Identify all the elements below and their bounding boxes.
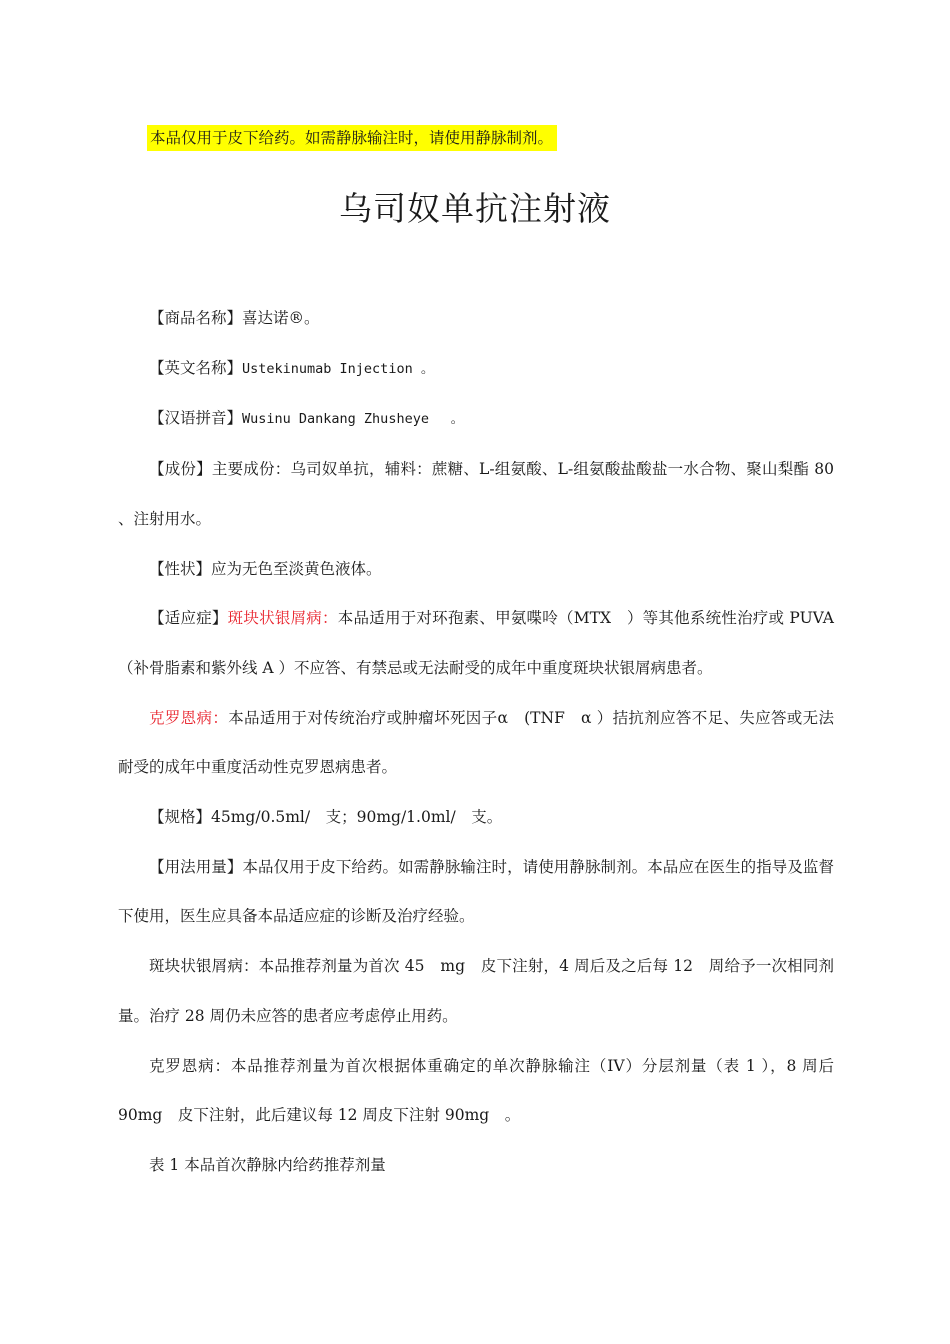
dosage-field — [118, 843, 834, 942]
appearance-field — [118, 545, 834, 595]
specification-field — [118, 793, 834, 843]
appearance-value: 应为无色至淡黄色液体。 — [211, 559, 382, 578]
trade-name-value: 喜达诺®。 — [242, 309, 320, 327]
composition-field — [118, 445, 834, 544]
specification-value: 45mg/0.5ml/ 支；90mg/1.0ml/ 支。 — [211, 808, 503, 827]
trade-name-label: 【商品名称】 — [149, 309, 243, 327]
indications-psoriasis — [118, 594, 834, 693]
indications-crohn — [118, 694, 834, 793]
composition-value: 主要成份：乌司奴单抗，辅料：蔗糖、L-组氨酸、L-组氨酸盐酸盐一水合物、聚山梨酯 80 、注射用水。 — [118, 460, 834, 528]
table-caption: 表 1 本品首次静脉内给药推荐剂量 — [149, 1155, 386, 1174]
appearance-label: 【性状】 — [149, 559, 212, 578]
trade-name-field — [118, 294, 834, 344]
crohn-indication-text: 本品适用于对传统治疗或肿瘤坏死因子α (TNF α ）拮抗剂应答不足、失应答或无法耐受的成年中重度活动性克罗恩病患者。 — [118, 708, 834, 777]
crohn-indication-label: 克罗恩病： — [149, 708, 229, 727]
pinyin-field — [118, 394, 834, 445]
english-name-label: 【英文名称】 — [149, 358, 243, 377]
dosage-label: 【用法用量】 — [149, 857, 243, 876]
english-name-field — [118, 344, 834, 395]
psoriasis-indication-label: 斑块状银屑病： — [227, 609, 338, 628]
dosage-psoriasis: 斑块状银屑病：本品推荐剂量为首次 45 mg 皮下注射，4 周后及之后每 12 周给予一次相同剂量。治疗 28 周仍未应答的患者应考虑停止用药。 — [118, 957, 834, 1025]
dosage-crohn: 克罗恩病：本品推荐剂量为首次根据体重确定的单次静脉输注（IV）分层剂量（表 1 ），8 周后 90mg 皮下注射，此后建议每 12 周皮下注射 90mg 。 — [118, 1056, 834, 1125]
indications-label: 【适应症】 — [149, 609, 228, 628]
english-name-value: Ustekinumab Injection 。 — [242, 360, 435, 377]
pinyin-label: 【汉语拼音】 — [149, 409, 243, 428]
document-title: 乌司奴单抗注射液 — [339, 189, 611, 228]
pinyin-value: Wusinu Dankang Zhusheye 。 — [242, 411, 465, 428]
dosage-value: 本品仅用于皮下给药。如需静脉输注时，请使用静脉制剂。本品应在医生的指导及监督下使用，医生应具备本品适应症的诊断及治疗经验。 — [118, 857, 834, 926]
specification-label: 【规格】 — [149, 808, 212, 827]
highlighted-notice: 本品仅用于皮下给药。如需静脉输注时，请使用静脉制剂。 — [147, 125, 557, 151]
psoriasis-indication-text: 本品适用于对环孢素、甲氨喋呤（MTX ）等其他系统性治疗或 PUVA （补骨脂素和紫外线 A ）不应答、有禁忌或无法耐受的成年中重度斑块状银屑病患者。 — [118, 609, 834, 677]
composition-label: 【成份】 — [149, 460, 212, 479]
document-body — [118, 294, 834, 1191]
